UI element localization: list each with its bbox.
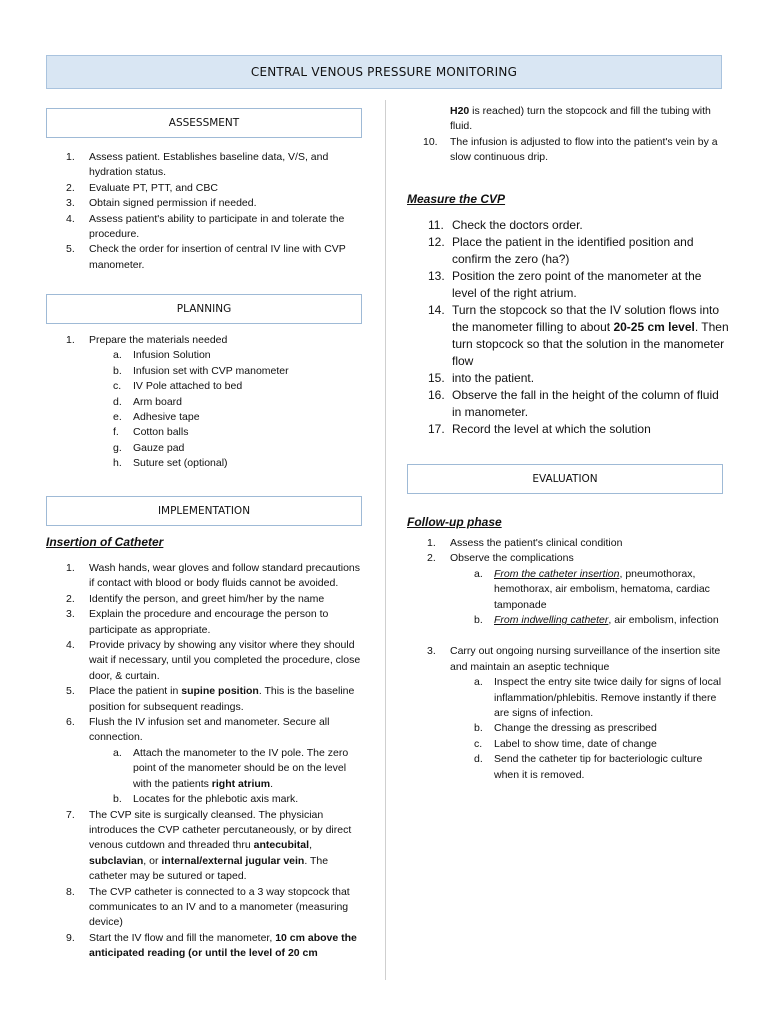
followup-heading: Follow-up phase (407, 515, 502, 529)
list-subitem (46, 410, 366, 425)
implementation-header: IMPLEMENTATION (46, 496, 362, 526)
list-number: a. (474, 676, 483, 689)
list-item: 10. The infusion is adjusted to flow into the patient's vein by a slow continuous drip. (423, 135, 718, 164)
list-item: 13. Position the zero point of the manometer at the level of the right atrium. (428, 269, 702, 300)
list-number: 5. (66, 243, 75, 256)
list-number: d. (113, 395, 122, 408)
list-subitem (46, 441, 366, 456)
list-subitem (46, 456, 366, 471)
list-number: a. (113, 349, 122, 362)
insertion-subheading: Insertion of Catheter (46, 535, 164, 549)
list-subitem: b. From indwelling catheter, air embolism, infection (474, 614, 719, 627)
list-text: Change the dressing as prescribed (494, 722, 657, 735)
planning-list (46, 333, 366, 472)
list-subitem (46, 348, 366, 363)
assessment-header: ASSESSMENT (46, 108, 362, 138)
page-title: CENTRAL VENOUS PRESSURE MONITORING (46, 55, 722, 89)
list-subitem (407, 752, 729, 783)
list-text: Send the catheter tip for bacteriologic culture when it is removed. (494, 753, 703, 781)
list-number: e. (113, 411, 122, 424)
list-item: 3. Explain the procedure and encourage the person to participate as appropriate. (66, 608, 329, 636)
list-text: Gauze pad (133, 441, 185, 454)
list-item-continued: H20 is reached) turn the stopcock and fill the tubing with fluid. (450, 105, 711, 133)
planning-header: PLANNING (46, 294, 362, 324)
list-number: g. (113, 441, 122, 454)
list-item: 5. Place the patient in supine position. This is the baseline position for subsequent readings. (66, 685, 355, 713)
list-text: Check the order for insertion of central IV line with CVP manometer. (89, 243, 346, 271)
list-text: Infusion Solution (133, 349, 211, 362)
list-item (46, 150, 366, 181)
assessment-list (46, 150, 366, 273)
list-number: f. (113, 426, 119, 439)
list-number: 4. (66, 212, 75, 225)
implementation-continued (407, 104, 727, 166)
list-item (46, 242, 366, 273)
list-text: Assess patient's ability to participate in and tolerate the procedure. (89, 212, 345, 241)
list-subitem (46, 395, 366, 410)
list-text: Cotton balls (133, 426, 189, 439)
list-item: 17. Record the level at which the solution (428, 422, 651, 436)
implementation-list (46, 561, 366, 962)
list-item (46, 181, 366, 196)
list-subitem (46, 379, 366, 394)
list-item: 7. The CVP site is surgically cleansed. The physician introduces the CVP catheter percutaneously, or by direct venous cutdown and threaded thru antecubital, subclavian, or internal/external jugular vein. The catheter may be sutured or taped. (66, 808, 352, 883)
measure-heading: Measure the CVP (407, 192, 506, 206)
list-item (46, 212, 366, 243)
list-number: d. (474, 753, 483, 766)
list-text: IV Pole attached to bed (133, 380, 243, 393)
list-text: Adhesive tape (133, 411, 200, 424)
list-subitem (407, 737, 729, 752)
list-number: c. (113, 380, 122, 393)
list-number: b. (474, 722, 483, 735)
list-item: 1. Wash hands, wear gloves and follow standard precautions if contact with blood or body fluids cannot be avoided. (66, 562, 361, 590)
list-item: 15. into the patient. (428, 371, 535, 385)
list-subitem (46, 425, 366, 440)
list-item: 3. Carry out ongoing nursing surveillance of the insertion site and maintain an aseptic technique (427, 645, 721, 673)
list-number: 1. (66, 151, 75, 163)
list-item: 14. Turn the stopcock so that the IV solution flows into the manometer filling to about 20-25 cm level. Then turn stopcock so that the solution in the manometer flow (428, 303, 729, 368)
list-text: Assess patient. Establishes baseline data, V/S, and hydration status. (89, 151, 329, 179)
measure-list (407, 217, 729, 438)
list-subitem (46, 364, 366, 379)
list-number: b. (113, 364, 122, 377)
list-number: h. (113, 457, 122, 470)
column-divider (385, 100, 386, 980)
list-item: 8. The CVP catheter is connected to a 3 way stopcock that communicates to an IV and to a manometer (measuring device) (66, 885, 350, 929)
list-item: 1. Prepare the materials needed (66, 334, 228, 346)
evaluation-list (407, 536, 729, 783)
list-item: 12. Place the patient in the identified position and confirm the zero (ha?) (428, 235, 694, 266)
list-item: 11. Check the doctors order. (428, 218, 583, 232)
list-number: 3. (66, 197, 75, 210)
list-item: 6. Flush the IV infusion set and manometer. Secure all connection. (66, 716, 330, 744)
list-text: Infusion set with CVP manometer (133, 364, 289, 377)
list-text: Label to show time, date of change (494, 737, 657, 750)
list-number: 2. (66, 181, 75, 194)
list-item: 1. Assess the patient's clinical condition (427, 537, 623, 549)
list-text: Suture set (optional) (133, 457, 228, 470)
list-item: 4. Provide privacy by showing any visitor where they should wait if necessary, until you completed the procedure, close door, & curtain. (66, 639, 361, 682)
list-subitem: b. Locates for the phlebotic axis mark. (113, 793, 299, 806)
list-text: Obtain signed permission if needed. (89, 197, 257, 210)
list-text: Evaluate PT, PTT, and CBC (89, 181, 218, 194)
list-text: Inspect the entry site twice daily for signs of local inflammation/phlebitis. Remove instantly if there are signs of infection. (494, 676, 722, 720)
list-item: 9. Start the IV flow and fill the manometer, 10 cm above the anticipated reading (or until the level of 20 cm (66, 931, 357, 960)
list-item: 16. Observe the fall in the height of the column of fluid in manometer. (428, 388, 719, 419)
list-item: 2. Observe the complications (427, 552, 574, 565)
list-text: Arm board (133, 395, 183, 408)
list-number: c. (474, 737, 483, 750)
list-item (46, 196, 366, 211)
list-subitem: a. From the catheter insertion, pneumothorax, hemothorax, air embolism, hematoma, cardiac tamponade (474, 567, 710, 611)
list-subitem (407, 675, 729, 721)
list-subitem: a. Attach the manometer to the IV pole. The zero point of the manometer should be on the level with the patients right atrium. (113, 746, 349, 790)
list-item: 2. Identify the person, and greet him/her by the name (66, 592, 325, 605)
list-subitem (407, 721, 729, 736)
evaluation-header: EVALUATION (407, 464, 723, 494)
